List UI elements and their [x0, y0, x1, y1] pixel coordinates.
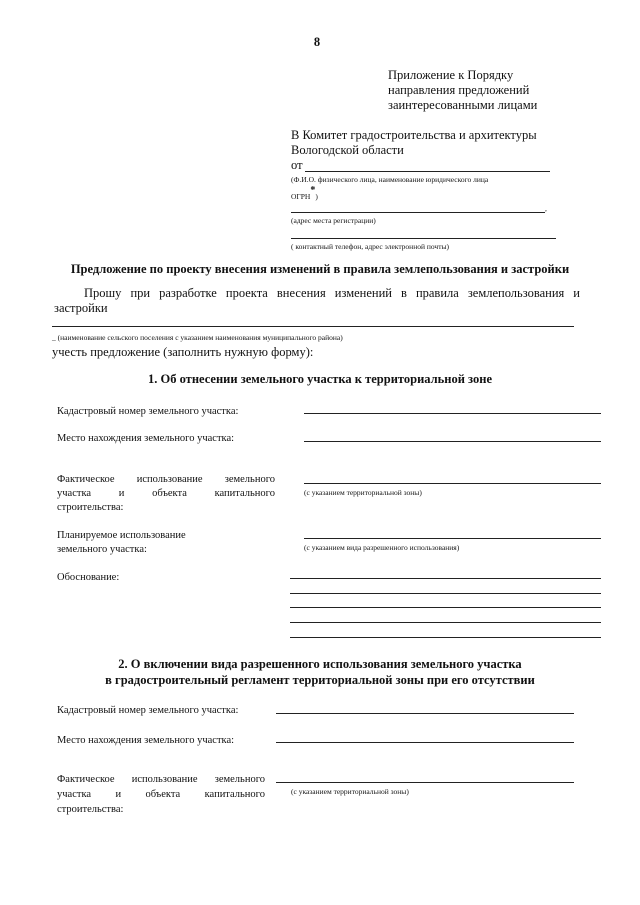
s1-word-2: и	[118, 488, 125, 499]
s2-cadastral-field[interactable]	[276, 713, 574, 714]
addressee-line-2: Вологодской области	[291, 143, 404, 157]
document-title: Предложение по проекту внесения изменений в правила землепользования и застройки	[70, 262, 570, 276]
section2-title-line-1: 2. О включении вида разрешенного использования земельного участка	[118, 657, 522, 671]
section1-title: 1. Об отнесении земельного участка к территориальной зоне	[148, 372, 492, 386]
address-line	[291, 212, 545, 213]
page-number: 8	[313, 35, 321, 49]
s2-word-2: и	[115, 789, 122, 800]
request-line-2: застройки	[54, 301, 108, 315]
s2-word-1: участка	[57, 789, 92, 800]
s1-justification-line-4[interactable]	[290, 622, 601, 623]
s2-actual-use-line-1: Фактическое использование земельного	[57, 774, 265, 785]
ogrn-text: ОГРН	[291, 192, 311, 201]
section2-title-line-2: в градостроительный регламент территориальной зоны при его отсутствии	[105, 673, 535, 687]
s1-cadastral-field[interactable]	[304, 413, 601, 414]
trailing-comma: ,	[545, 204, 547, 213]
s1-word-3: объекта	[152, 488, 187, 499]
appendix-line-2: направления предложений	[388, 83, 530, 97]
s2-actual-use-field[interactable]	[276, 782, 574, 783]
s1-justification-line-1[interactable]	[290, 578, 601, 579]
from-line	[305, 171, 550, 172]
request-line-1: Прошу при разработке проекта внесения изменений в правила землепользования и	[84, 286, 580, 300]
s1-word-1: участка	[57, 488, 92, 499]
fio-caption: (Ф.И.О. физического лица, наименование юридического лица	[291, 175, 489, 184]
s2-location-field[interactable]	[276, 742, 574, 743]
ogrn-label	[291, 186, 318, 204]
s2-word-4: капитального	[204, 789, 265, 800]
s2-word-3: объекта	[145, 789, 181, 800]
contact-line	[291, 238, 556, 239]
s2-location-label: Место нахождения земельного участка:	[57, 735, 235, 746]
s1-cadastral-label: Кадастровый номер земельного участка:	[57, 406, 239, 417]
settlement-caption-text: (наименование сельского поселения с указанием наименования муниципального района)	[57, 333, 343, 342]
contact-caption: ( контактный телефон, адрес электронной почты)	[291, 242, 450, 251]
s1-word-4: капитального	[214, 488, 275, 499]
s1-planned-use-line-1: Планируемое использование	[57, 530, 186, 541]
s2-actual-use-line-2	[57, 788, 265, 801]
s1-actual-use-caption: (с указанием территориальной зоны)	[304, 488, 422, 497]
s1-actual-use-line-1: Фактическое использование земельного	[57, 474, 275, 485]
s1-actual-use-line-3: строительства:	[57, 502, 124, 513]
s2-cadastral-label: Кадастровый номер земельного участка:	[57, 705, 239, 716]
s2-actual-use-line-3: строительства:	[57, 804, 124, 815]
s1-planned-use-caption: (с указанием вида разрешенного использования)	[304, 543, 460, 552]
appendix-line-1: Приложение к Порядку	[388, 68, 514, 82]
settlement-line	[52, 326, 574, 327]
ogrn-asterisk: *	[310, 185, 316, 196]
settlement-caption	[52, 333, 343, 342]
s1-actual-use-line-2	[57, 487, 275, 500]
s1-justification-line-3[interactable]	[290, 607, 601, 608]
settlement-prefix: _	[52, 333, 56, 342]
s1-planned-use-line-2: земельного участка:	[57, 544, 147, 555]
address-caption: (адрес места регистрации)	[291, 216, 376, 225]
s1-justification-line-2[interactable]	[290, 593, 601, 594]
s1-justification-label: Обоснование:	[57, 572, 120, 583]
ogrn-close: )	[315, 192, 318, 201]
s1-justification-line-5[interactable]	[290, 637, 601, 638]
s1-actual-use-field[interactable]	[304, 483, 601, 484]
appendix-note	[388, 68, 608, 113]
from-label: от	[291, 158, 303, 172]
request-line-3: учесть предложение (заполнить нужную форму):	[52, 345, 314, 359]
s1-planned-use-field[interactable]	[304, 538, 601, 539]
addressee-line-1: В Комитет градостроительства и архитектуры	[291, 128, 537, 142]
s2-actual-use-caption: (с указанием территориальной зоны)	[291, 787, 409, 796]
s1-location-label: Место нахождения земельного участка:	[57, 433, 235, 444]
s1-location-field[interactable]	[304, 441, 601, 442]
appendix-line-3: заинтересованными лицами	[388, 98, 538, 112]
